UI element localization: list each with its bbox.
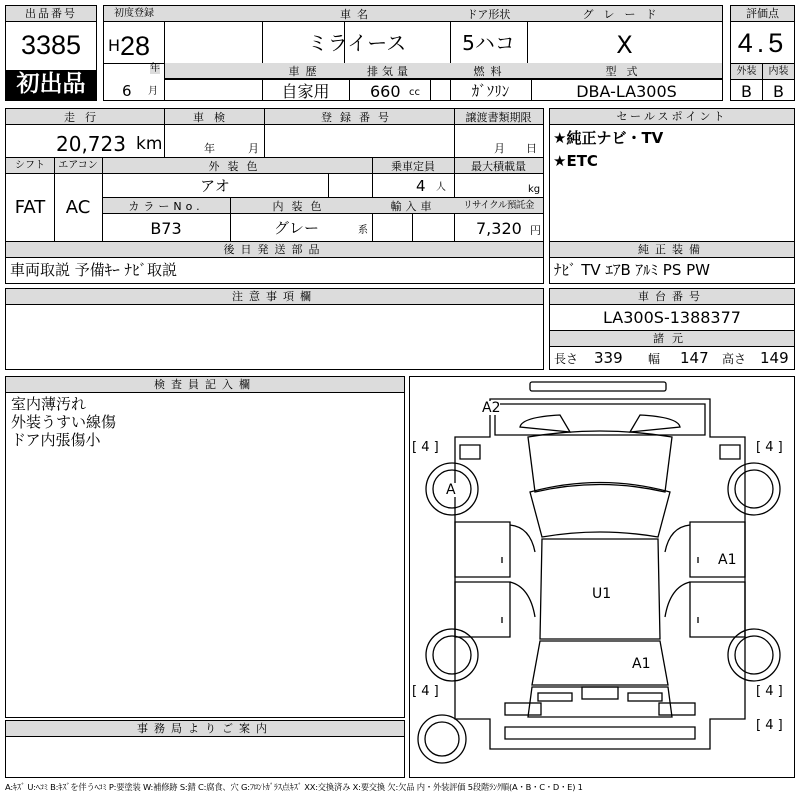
office-box [5, 720, 405, 778]
car-outline [410, 377, 796, 779]
score-box [730, 5, 795, 101]
recycle: 7,320 [476, 219, 522, 238]
shift-label: シフト [15, 160, 45, 171]
mark-a1-right: A1 [718, 552, 737, 568]
displacement-unit: cc [409, 87, 420, 98]
mark-a: A [446, 482, 456, 498]
mileage: 20,723 [56, 132, 126, 156]
model: DBA-LA300S [576, 82, 677, 101]
reg-month: 6 [122, 82, 132, 100]
lot-label: 出品番号 [6, 6, 96, 22]
tire-label-fl: [ 4 ] [412, 440, 439, 455]
int-grade: B [773, 82, 784, 101]
load-label: 最大積載量 [471, 160, 526, 173]
load-unit: kg [528, 184, 541, 195]
ac: AC [65, 197, 91, 218]
capacity-label: 乗車定員 [391, 160, 435, 173]
height: 149 [760, 349, 789, 367]
inspector-line-2: 外装うすい線傷 [11, 413, 117, 431]
office-label: 事務局よりご案内 [6, 721, 404, 737]
sales-label: セールスポイント [550, 109, 794, 125]
score: 4.5 [737, 28, 788, 58]
color-label: 外装色 [208, 160, 266, 173]
inspector-box [5, 376, 405, 718]
tire-label-fr: [ 4 ] [756, 440, 783, 455]
inspector-label: 検査員記入欄 [6, 377, 404, 393]
length-label: 長さ [554, 352, 579, 366]
era: H [108, 36, 121, 55]
ext-grade: B [741, 82, 752, 101]
genuine-items: ﾅﾋﾞ TV ｴｱB ｱﾙﾐ PS PW [554, 261, 710, 279]
genuine-label: 純正装備 [550, 242, 794, 258]
lot-box [5, 5, 97, 101]
tire-label-rl: [ 4 ] [412, 684, 439, 699]
inspection-year-unit: 年 [204, 142, 215, 155]
displacement-label: 排気量 [367, 65, 412, 78]
caution-box [5, 288, 544, 370]
chassis-label: 車台番号 [550, 289, 794, 305]
later-items: 車両取説 予備ｷｰ ﾅﾋﾞ取説 [10, 261, 178, 279]
later-label: 後日発送部品 [6, 242, 543, 258]
main-info-box [5, 108, 544, 284]
inspector-line-1: 室内薄汚れ [11, 395, 87, 413]
inspection-month-unit: 月 [248, 142, 259, 155]
history: 自家用 [281, 82, 330, 101]
transfer-month-unit: 月 [494, 142, 505, 155]
shift: FAT [14, 197, 46, 218]
int-label: 内装 [768, 66, 789, 77]
tire-label-rr: [ 4 ] [756, 684, 783, 699]
chassis: LA300S-1388377 [603, 308, 741, 327]
plate-label: 登録番号 [321, 111, 397, 124]
ac-label: エアコン [58, 160, 98, 171]
reg-label: 初度登録 [114, 8, 154, 19]
color-no: B73 [150, 219, 182, 238]
transfer-day-unit: 日 [526, 142, 537, 155]
lot-number: 3385 [20, 30, 82, 60]
interior-label: 内装色 [272, 200, 330, 213]
caution-label: 注意事項欄 [6, 289, 543, 305]
sales-point-1: ★純正ナビ・TV [553, 129, 664, 147]
score-label: 評価点 [731, 6, 794, 22]
sales-box [549, 108, 795, 284]
fuel-label: 燃料 [473, 65, 508, 78]
grade-label: グレード [582, 8, 667, 21]
fuel: ｶﾞｿﾘﾝ [471, 82, 510, 100]
displacement: 660 [370, 82, 401, 101]
sales-point-2: ★ETC [553, 152, 598, 170]
color-no-label: カラーNo. [128, 200, 204, 213]
mark-a2: A2 [482, 400, 501, 416]
interior-unit: 系 [358, 225, 368, 236]
interior-color: グレー [274, 219, 320, 237]
capacity-unit: 人 [436, 182, 446, 193]
first-listing-badge [6, 70, 96, 100]
car-name: ミライース [307, 31, 407, 55]
capacity: 4 [416, 177, 426, 195]
dims-label: 諸元 [550, 331, 794, 347]
recycle-unit: 円 [530, 224, 541, 237]
transfer-label: 譲渡書類期限 [465, 111, 532, 124]
year-unit: 年 [150, 63, 160, 74]
month-unit: 月 [148, 86, 158, 97]
reg-year: 28 [120, 31, 151, 61]
recycle-label: リサイクル預託金 [463, 200, 534, 211]
car-name-label: 車名 [340, 8, 374, 21]
mileage-label: 走行 [64, 111, 106, 124]
ext-label: 外装 [736, 66, 757, 77]
inspector-line-3: ドア内張傷小 [11, 431, 101, 449]
length: 339 [594, 349, 623, 367]
import-label: 輸入車 [390, 200, 436, 213]
chassis-box [549, 288, 795, 370]
grade: X [616, 31, 633, 59]
vehicle-header-box [103, 5, 723, 101]
inspection-label: 車検 [193, 111, 235, 124]
model-label: 型式 [605, 65, 648, 78]
first-listing-text: 初出品 [16, 71, 86, 97]
spare-label: [ 4 ] [756, 718, 783, 733]
doors-label: ドア形状 [466, 8, 511, 21]
width-label: 幅 [648, 352, 661, 366]
height-label: 高さ [722, 352, 747, 366]
car-diagram [409, 376, 795, 778]
mark-u1: U1 [592, 586, 612, 602]
mileage-unit: km [136, 134, 163, 154]
history-label: 車歴 [288, 65, 323, 78]
width: 147 [680, 349, 709, 367]
legend: A:ｷｽﾞ U:ﾍｺﾐ B:ｷｽﾞを伴うﾍｺﾐ P:要塗装 W:補修跡 S:錆 C:腐食、穴 G:ﾌﾛﾝﾄｶﾞﾗｽ点ｷｽﾞ XX:交換済み X:要交換 欠:欠品 内・外装評価 5段階ﾗﾝｸ順(A・B・C・D・E) 1 [5, 782, 583, 792]
doors: 5ハコ [462, 31, 515, 55]
mark-a1-bottom: A1 [632, 656, 651, 672]
color: アオ [200, 177, 230, 195]
